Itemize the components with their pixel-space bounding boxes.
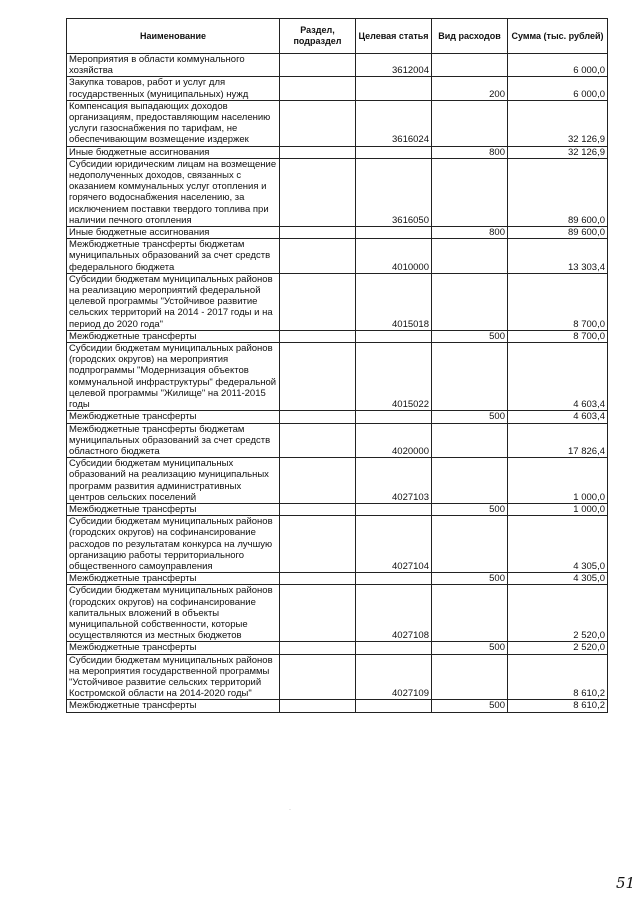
col-header-sum: Сумма (тыс. рублей) bbox=[508, 19, 608, 54]
cell-target bbox=[356, 77, 432, 100]
cell-sum: 4 603,4 bbox=[508, 411, 608, 423]
table-row bbox=[67, 77, 608, 100]
cell-expense: 500 bbox=[432, 411, 508, 423]
cell-name: Компенсация выпадающих доходов организациям, предоставляющим населению услуги газоснабжения по тарифам, не обеспечивающим возмещение издержек bbox=[67, 100, 280, 146]
cell-expense: 200 bbox=[432, 77, 508, 100]
cell-sum: 89 600,0 bbox=[508, 158, 608, 226]
cell-name: Межбюджетные трансферты бюджетам муниципальных образований за счет средств областного бюджета bbox=[67, 423, 280, 458]
cell-section bbox=[280, 642, 356, 654]
cell-target bbox=[356, 573, 432, 585]
cell-expense bbox=[432, 239, 508, 274]
cell-name: Субсидии юридическим лицам на возмещение недополученных доходов, связанных с оказанием коммунальных услуг отопления и горячего водоснабжения населению, за исключением поставки твердого топлива при наличии печного отопления bbox=[67, 158, 280, 226]
cell-expense: 500 bbox=[432, 330, 508, 342]
cell-expense: 800 bbox=[432, 227, 508, 239]
cell-target bbox=[356, 330, 432, 342]
cell-expense bbox=[432, 100, 508, 146]
cell-section bbox=[280, 503, 356, 515]
cell-target: 3612004 bbox=[356, 54, 432, 77]
cell-expense bbox=[432, 458, 508, 504]
table-row bbox=[67, 146, 608, 158]
cell-section bbox=[280, 77, 356, 100]
cell-target: 4027104 bbox=[356, 516, 432, 573]
table-row bbox=[67, 642, 608, 654]
cell-name: Субсидии бюджетам муниципальных районов на мероприятия государственной программы "Устойчивое развитие сельских территорий Костромской области на 2014-2020 годы" bbox=[67, 654, 280, 700]
cell-expense: 800 bbox=[432, 146, 508, 158]
cell-name: Межбюджетные трансферты bbox=[67, 330, 280, 342]
cell-section bbox=[280, 423, 356, 458]
cell-sum: 8 610,2 bbox=[508, 654, 608, 700]
cell-target: 3616024 bbox=[356, 100, 432, 146]
cell-section bbox=[280, 146, 356, 158]
cell-sum: 13 303,4 bbox=[508, 239, 608, 274]
cell-name: Межбюджетные трансферты bbox=[67, 573, 280, 585]
table-row bbox=[67, 54, 608, 77]
cell-target: 4027103 bbox=[356, 458, 432, 504]
cell-section bbox=[280, 227, 356, 239]
cell-target bbox=[356, 146, 432, 158]
cell-section bbox=[280, 654, 356, 700]
table-row bbox=[67, 585, 608, 642]
col-header-target: Целевая статья bbox=[356, 19, 432, 54]
cell-name: Субсидии бюджетам муниципальных образований на реализацию муниципальных программ развития административных центров сельских поселений bbox=[67, 458, 280, 504]
table-row bbox=[67, 423, 608, 458]
table-row bbox=[67, 516, 608, 573]
cell-sum: 1 000,0 bbox=[508, 503, 608, 515]
cell-expense bbox=[432, 273, 508, 330]
cell-target bbox=[356, 411, 432, 423]
cell-name: Закупка товаров, работ и услуг для государственных (муниципальных) нужд bbox=[67, 77, 280, 100]
cell-section bbox=[280, 411, 356, 423]
cell-sum: 4 305,0 bbox=[508, 573, 608, 585]
cell-expense bbox=[432, 423, 508, 458]
cell-name: Мероприятия в области коммунального хозяйства bbox=[67, 54, 280, 77]
cell-target bbox=[356, 503, 432, 515]
cell-target: 4027109 bbox=[356, 654, 432, 700]
cell-expense bbox=[432, 158, 508, 226]
cell-name: Иные бюджетные ассигнования bbox=[67, 227, 280, 239]
cell-expense: 500 bbox=[432, 503, 508, 515]
page-number: 51 bbox=[616, 874, 636, 892]
table-row bbox=[67, 273, 608, 330]
cell-sum: 1 000,0 bbox=[508, 458, 608, 504]
cell-section bbox=[280, 239, 356, 274]
cell-expense bbox=[432, 516, 508, 573]
cell-expense: 500 bbox=[432, 700, 508, 712]
cell-sum: 32 126,9 bbox=[508, 100, 608, 146]
cell-name: Межбюджетные трансферты bbox=[67, 411, 280, 423]
table-row bbox=[67, 458, 608, 504]
table-header-row bbox=[67, 19, 608, 54]
cell-target bbox=[356, 642, 432, 654]
cell-sum: 2 520,0 bbox=[508, 585, 608, 642]
cell-sum: 8 700,0 bbox=[508, 330, 608, 342]
cell-name: Межбюджетные трансферты бюджетам муниципальных образований за счет средств федерального бюджета bbox=[67, 239, 280, 274]
cell-section bbox=[280, 54, 356, 77]
cell-target: 4020000 bbox=[356, 423, 432, 458]
cell-name: Межбюджетные трансферты bbox=[67, 503, 280, 515]
cell-name: Межбюджетные трансферты bbox=[67, 642, 280, 654]
cell-expense bbox=[432, 654, 508, 700]
table-row bbox=[67, 158, 608, 226]
cell-section bbox=[280, 458, 356, 504]
table-row bbox=[67, 343, 608, 411]
cell-section bbox=[280, 516, 356, 573]
cell-sum: 32 126,9 bbox=[508, 146, 608, 158]
table-row bbox=[67, 700, 608, 712]
cell-target: 4027108 bbox=[356, 585, 432, 642]
cell-sum: 4 603,4 bbox=[508, 343, 608, 411]
cell-sum: 89 600,0 bbox=[508, 227, 608, 239]
scan-mark: · bbox=[289, 807, 291, 813]
cell-section bbox=[280, 273, 356, 330]
table-row bbox=[67, 411, 608, 423]
cell-sum: 8 700,0 bbox=[508, 273, 608, 330]
cell-sum: 17 826,4 bbox=[508, 423, 608, 458]
cell-expense bbox=[432, 54, 508, 77]
table-body bbox=[67, 54, 608, 713]
cell-target: 4015022 bbox=[356, 343, 432, 411]
col-header-section: Раздел, подраздел bbox=[280, 19, 356, 54]
cell-section bbox=[280, 573, 356, 585]
cell-expense bbox=[432, 343, 508, 411]
col-header-name: Наименование bbox=[67, 19, 280, 54]
cell-target bbox=[356, 227, 432, 239]
cell-section bbox=[280, 343, 356, 411]
table-row bbox=[67, 654, 608, 700]
cell-section bbox=[280, 158, 356, 226]
cell-expense: 500 bbox=[432, 573, 508, 585]
cell-expense bbox=[432, 585, 508, 642]
table-row bbox=[67, 227, 608, 239]
table-row bbox=[67, 573, 608, 585]
cell-target: 4015018 bbox=[356, 273, 432, 330]
cell-sum: 2 520,0 bbox=[508, 642, 608, 654]
table-row bbox=[67, 330, 608, 342]
cell-sum: 6 000,0 bbox=[508, 77, 608, 100]
cell-name: Иные бюджетные ассигнования bbox=[67, 146, 280, 158]
cell-sum: 6 000,0 bbox=[508, 54, 608, 77]
cell-section bbox=[280, 700, 356, 712]
cell-name: Межбюджетные трансферты bbox=[67, 700, 280, 712]
cell-target: 3616050 bbox=[356, 158, 432, 226]
cell-name: Субсидии бюджетам муниципальных районов (городских округов) на софинансирование капитальных вложений в объекты муниципальной собственности, которые осуществляются из местных бюджетов bbox=[67, 585, 280, 642]
cell-section bbox=[280, 100, 356, 146]
cell-expense: 500 bbox=[432, 642, 508, 654]
cell-sum: 4 305,0 bbox=[508, 516, 608, 573]
budget-table bbox=[66, 18, 608, 713]
cell-target bbox=[356, 700, 432, 712]
cell-name: Субсидии бюджетам муниципальных районов (городских округов) на мероприятия подпрограммы "Модернизация объектов коммунальной инфраструктуры" федеральной целевой программы "Жилище" на 2011-2015 годы bbox=[67, 343, 280, 411]
cell-name: Субсидии бюджетам муниципальных районов на реализацию мероприятий федеральной целевой программы "Устойчивое развитие сельских территорий на 2014 - 2017 годы и на период до 2020 года" bbox=[67, 273, 280, 330]
cell-sum: 8 610,2 bbox=[508, 700, 608, 712]
table-row bbox=[67, 239, 608, 274]
col-header-expense: Вид расходов bbox=[432, 19, 508, 54]
cell-name: Субсидии бюджетам муниципальных районов (городских округов) на софинансирование расходов по результатам конкурса на лучшую организацию работы территориального общественного самоуправления bbox=[67, 516, 280, 573]
table-row bbox=[67, 503, 608, 515]
cell-section bbox=[280, 585, 356, 642]
table-row bbox=[67, 100, 608, 146]
cell-section bbox=[280, 330, 356, 342]
cell-target: 4010000 bbox=[356, 239, 432, 274]
